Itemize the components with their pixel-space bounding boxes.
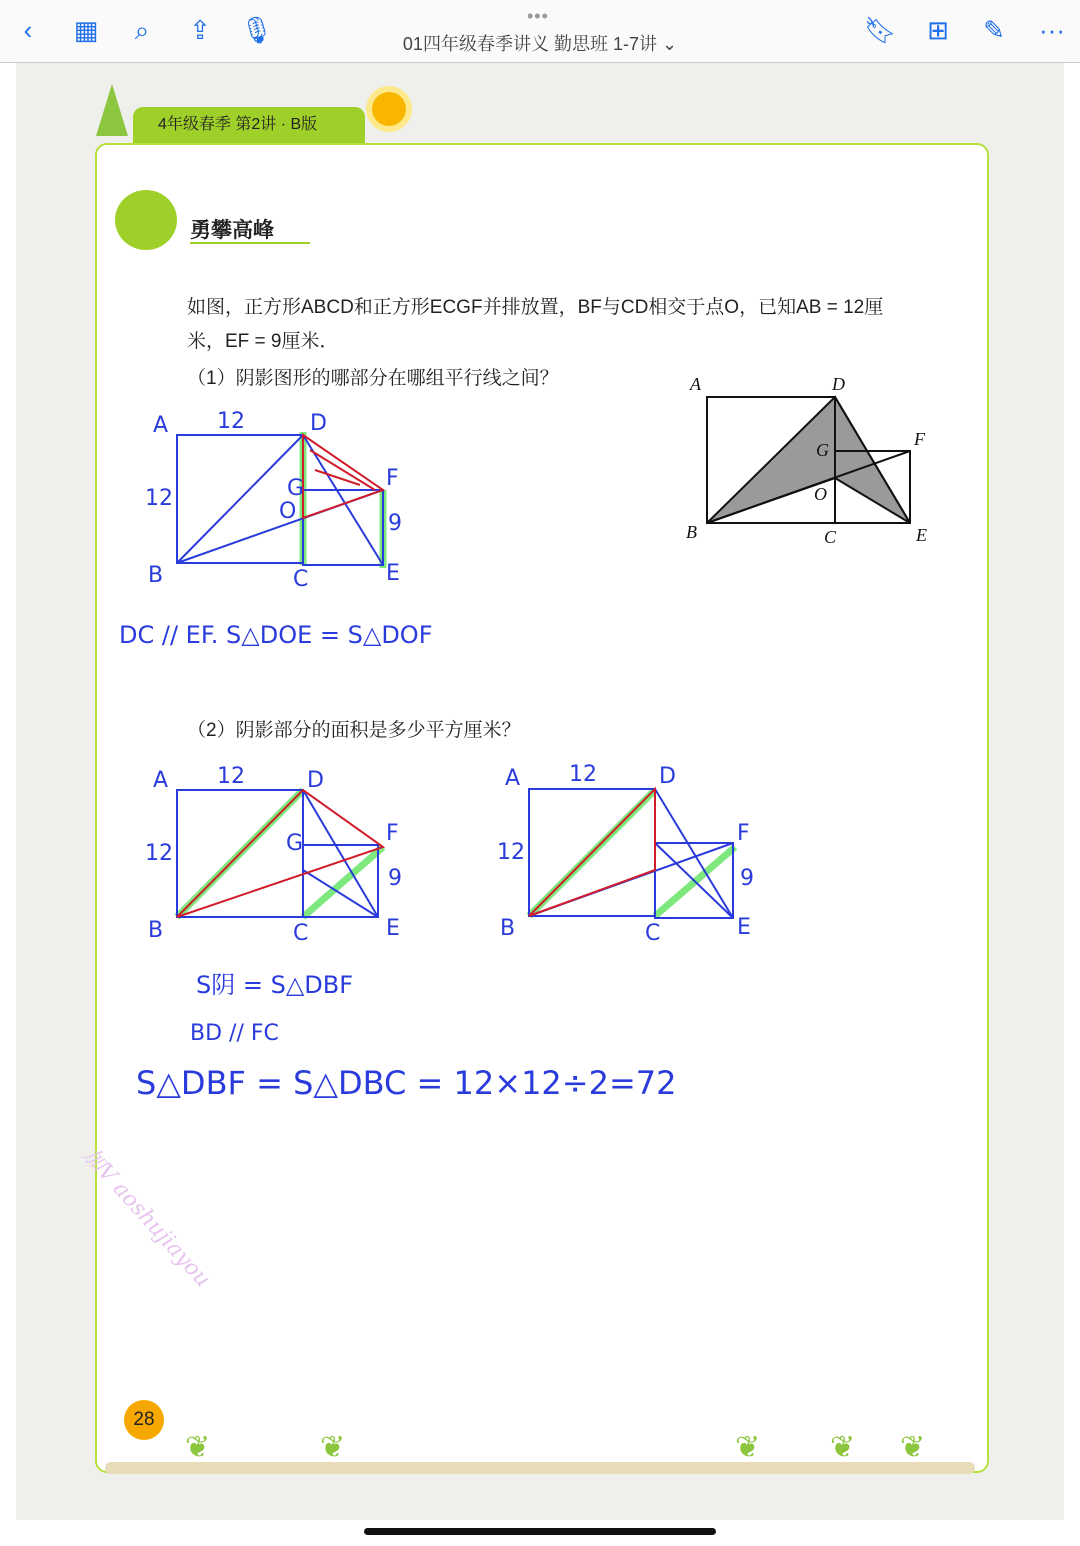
svg-text:B: B [148,563,164,588]
more-icon[interactable]: ··· [1039,15,1065,45]
hw-len-12b: 12 [145,486,173,511]
handwritten-figure-1 [119,409,433,649]
printed-figure [686,374,927,547]
svg-text:C: C [293,921,309,946]
svg-text:12: 12 [497,840,525,865]
svg-text:E: E [737,915,751,940]
sprout-icon: ❦ [900,1431,926,1464]
svg-text:B: B [500,916,516,941]
svg-text:A: A [505,766,521,791]
svg-text:9: 9 [388,866,402,891]
window-grip[interactable]: ••• [527,6,549,26]
svg-text:12: 12 [217,764,245,789]
label-d: D [832,374,845,394]
handwritten-figure-2b [497,762,754,946]
problem-line-1: 如图，正方形ABCD和正方形ECGF并排放置，BF与CD相交于点O，已知AB = 12厘 [187,297,884,318]
svg-text:E: E [386,561,400,586]
watermark: 加V aoshujiayou [77,1143,216,1293]
svg-text:12: 12 [145,841,173,866]
title-text: 01四年级春季讲义 勤思班 1-7讲 [402,34,657,54]
search-icon[interactable]: ⌕ [134,15,150,45]
svg-text:C: C [293,567,309,592]
svg-text:C: C [645,921,661,946]
handwritten-figure-2a [136,764,676,1102]
add-page-icon[interactable]: ⊞ [927,15,949,45]
share-icon[interactable]: ⇪ [189,15,211,45]
svg-text:G: G [287,476,305,501]
svg-text:D: D [310,411,327,436]
svg-text:G: G [286,831,304,856]
svg-text:B: B [148,918,164,943]
answer-2a: S阴 = S△DBF [196,971,354,999]
svg-text:9: 9 [740,866,754,891]
sprout-icon: ❦ [735,1431,761,1464]
label-e: E [916,525,927,545]
hw-len-12: 12 [217,409,245,434]
answer-2c: S△DBF = S△DBC = 12×12÷2=72 [136,1064,677,1102]
label-b: B [686,522,697,542]
answer-1: DC // EF. S△DOE = S△DOF [119,621,433,649]
lesson-tab: 4年级春季 第2讲 · B版 [133,107,365,143]
label-c: C [824,527,837,547]
question-2: （2）阴影部分的面积是多少平方厘米？ [187,720,521,741]
label-a: A [690,374,701,394]
mic-icon[interactable]: 🎙 [240,15,274,45]
svg-text:D: D [307,768,324,793]
hw-len-9: 9 [388,511,402,536]
problem-line-2: 米，EF = 9厘米． [187,331,339,352]
svg-text:F: F [386,821,399,846]
label-f: F [914,429,925,449]
svg-text:F: F [737,821,750,846]
question-1: （1）阴影图形的哪部分在哪组平行线之间？ [187,368,559,389]
svg-text:D: D [659,764,676,789]
answer-2b: BD // FC [190,1021,279,1046]
svg-text:12: 12 [569,762,597,787]
home-indicator[interactable] [364,1528,716,1535]
chevron-down-icon[interactable]: ⌄ [661,34,678,54]
label-o: O [814,484,827,504]
svg-text:E: E [386,916,400,941]
shaded-region [707,397,910,523]
label-g: G [816,440,829,460]
sprout-icon: ❦ [185,1431,211,1464]
grid-icon[interactable]: ▦ [73,15,99,45]
svg-text:F: F [386,466,399,491]
markup-icon[interactable]: ✎ [983,15,1005,45]
svg-text:A: A [153,768,169,793]
svg-text:O: O [279,499,297,524]
back-icon[interactable]: ‹ [23,15,33,45]
section-title: 勇攀高峰 [190,219,274,242]
bookmark-icon[interactable]: 🔖︎ [864,15,898,45]
sprout-icon: ❦ [830,1431,856,1464]
svg-text:A: A [153,413,169,438]
sprout-icon: ❦ [320,1431,346,1464]
page-number: 28 [124,1400,164,1440]
